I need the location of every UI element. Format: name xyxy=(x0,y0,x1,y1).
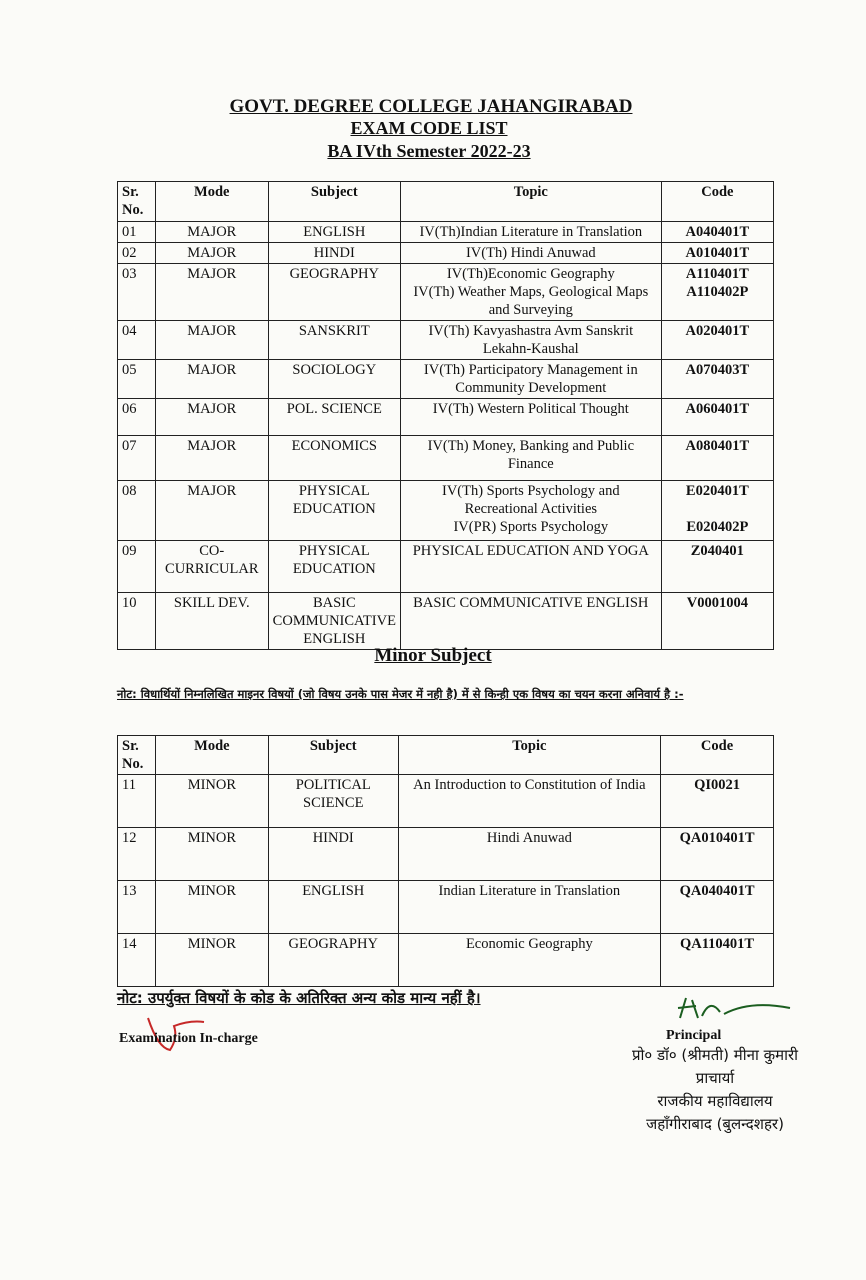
subject-cell: ENGLISH xyxy=(268,881,398,934)
minor-exam-code-table xyxy=(117,735,774,987)
column-header: Code xyxy=(661,182,773,222)
code-cell: A060401T xyxy=(661,399,773,436)
serial-cell: 10 xyxy=(118,593,156,650)
mode-cell: SKILL DEV. xyxy=(155,593,268,650)
subject-cell: PHYSICAL EDUCATION xyxy=(268,481,400,541)
code-cell: A010401T xyxy=(661,243,773,264)
topic-cell: IV(Th) Money, Banking and Public Finance xyxy=(400,436,661,481)
code-cell: A040401T xyxy=(661,222,773,243)
mode-cell: MINOR xyxy=(155,881,268,934)
code-cell: A020401T xyxy=(661,321,773,360)
subject-cell: GEOGRAPHY xyxy=(268,264,400,321)
table-row xyxy=(118,321,774,360)
subject-cell: SANSKRIT xyxy=(268,321,400,360)
table-row xyxy=(118,436,774,481)
topic-cell: IV(Th) Hindi Anuwad xyxy=(400,243,661,264)
topic-cell: Indian Literature in Translation xyxy=(398,881,660,934)
table-row xyxy=(118,243,774,264)
serial-cell: 06 xyxy=(118,399,156,436)
mode-cell: CO-CURRICULAR xyxy=(155,541,268,593)
code-cell: V0001004 xyxy=(661,593,773,650)
subject-cell: HINDI xyxy=(268,828,398,881)
subject-cell: ENGLISH xyxy=(268,222,400,243)
major-exam-code-table xyxy=(117,181,774,650)
serial-cell: 07 xyxy=(118,436,156,481)
examination-incharge-label: Examination In-charge xyxy=(119,1031,258,1046)
topic-cell: IV(Th) Participatory Management in Community Development xyxy=(400,360,661,399)
table-row xyxy=(118,828,774,881)
column-header: Topic xyxy=(398,736,660,775)
code-cell: QA040401T xyxy=(661,881,774,934)
serial-cell: 02 xyxy=(118,243,156,264)
topic-cell: Economic Geography xyxy=(398,934,660,987)
serial-cell: 08 xyxy=(118,481,156,541)
table-row xyxy=(118,541,774,593)
topic-cell: IV(Th)Economic Geography IV(Th) Weather Maps, Geological Maps and Surveying xyxy=(400,264,661,321)
topic-cell: IV(Th) Western Political Thought xyxy=(400,399,661,436)
mode-cell: MAJOR xyxy=(155,222,268,243)
column-header: Mode xyxy=(155,736,268,775)
code-cell: A070403T xyxy=(661,360,773,399)
subject-cell: POL. SCIENCE xyxy=(268,399,400,436)
code-cell: E020401T E020402P xyxy=(661,481,773,541)
code-validity-note: नोट: उपर्युक्त विषयों के कोड के अतिरिक्त अन्य कोड मान्य नहीं है। xyxy=(117,989,481,1007)
stamp-institution: राजकीय महाविद्यालय xyxy=(657,1092,773,1110)
mode-cell: MINOR xyxy=(155,775,268,828)
table-row xyxy=(118,775,774,828)
code-cell: Z040401 xyxy=(661,541,773,593)
semester-title: BA IVth Semester 2022-23 xyxy=(327,141,531,161)
list-title: EXAM CODE LIST xyxy=(350,118,508,138)
code-cell: QA110401T xyxy=(661,934,774,987)
subject-cell: POLITICAL SCIENCE xyxy=(268,775,398,828)
stamp-designation: प्राचार्या xyxy=(695,1069,735,1087)
serial-cell: 05 xyxy=(118,360,156,399)
serial-cell: 14 xyxy=(118,934,156,987)
code-cell: A110401T A110402P xyxy=(661,264,773,321)
mode-cell: MAJOR xyxy=(155,360,268,399)
column-header: Sr. No. xyxy=(118,182,156,222)
serial-cell: 12 xyxy=(118,828,156,881)
minor-subject-title: Minor Subject xyxy=(374,645,492,666)
topic-cell: IV(Th)Indian Literature in Translation xyxy=(400,222,661,243)
table-row xyxy=(118,593,774,650)
mode-cell: MAJOR xyxy=(155,321,268,360)
column-header: Subject xyxy=(268,182,400,222)
topic-cell: PHYSICAL EDUCATION AND YOGA xyxy=(400,541,661,593)
stamp-location: जहाँगीराबाद (बुलन्दशहर) xyxy=(646,1115,784,1133)
mode-cell: MINOR xyxy=(155,828,268,881)
column-header: Subject xyxy=(268,736,398,775)
code-cell: QI0021 xyxy=(661,775,774,828)
column-header: Code xyxy=(661,736,774,775)
subject-cell: BASIC COMMUNICATIVE ENGLISH xyxy=(268,593,400,650)
column-header: Sr. No. xyxy=(118,736,156,775)
table-row xyxy=(118,399,774,436)
mode-cell: MAJOR xyxy=(155,481,268,541)
subject-cell: SOCIOLOGY xyxy=(268,360,400,399)
serial-cell: 04 xyxy=(118,321,156,360)
serial-cell: 13 xyxy=(118,881,156,934)
subject-cell: PHYSICAL EDUCATION xyxy=(268,541,400,593)
mode-cell: MINOR xyxy=(155,934,268,987)
topic-cell: An Introduction to Constitution of India xyxy=(398,775,660,828)
serial-cell: 11 xyxy=(118,775,156,828)
minor-selection-note: नोट: विधार्थियों निम्नलिखित माइनर विषयों (जो विषय उनके पास मेजर में नही है) में से किन्ही एक विषय का चयन करना अनिवार्य है :- xyxy=(117,687,684,701)
serial-cell: 01 xyxy=(118,222,156,243)
mode-cell: MAJOR xyxy=(155,243,268,264)
table-row xyxy=(118,481,774,541)
subject-cell: ECONOMICS xyxy=(268,436,400,481)
table-row xyxy=(118,264,774,321)
code-cell: A080401T xyxy=(661,436,773,481)
mode-cell: MAJOR xyxy=(155,436,268,481)
topic-cell: BASIC COMMUNICATIVE ENGLISH xyxy=(400,593,661,650)
mode-cell: MAJOR xyxy=(155,264,268,321)
serial-cell: 03 xyxy=(118,264,156,321)
principal-signature xyxy=(670,990,800,1030)
principal-label: Principal xyxy=(666,1028,722,1043)
topic-cell: Hindi Anuwad xyxy=(398,828,660,881)
serial-cell: 09 xyxy=(118,541,156,593)
table-row xyxy=(118,222,774,243)
code-cell: QA010401T xyxy=(661,828,774,881)
column-header: Topic xyxy=(400,182,661,222)
stamp-name: प्रो० डॉ० (श्रीमती) मीना कुमारी xyxy=(631,1046,799,1064)
table-row xyxy=(118,360,774,399)
topic-cell: IV(Th) Kavyashastra Avm Sanskrit Lekahn-Kaushal xyxy=(400,321,661,360)
table-row xyxy=(118,934,774,987)
principal-stamp xyxy=(600,1044,830,1136)
subject-cell: GEOGRAPHY xyxy=(268,934,398,987)
mode-cell: MAJOR xyxy=(155,399,268,436)
topic-cell: IV(Th) Sports Psychology and Recreational Activities IV(PR) Sports Psychology xyxy=(400,481,661,541)
table-row xyxy=(118,881,774,934)
column-header: Mode xyxy=(155,182,268,222)
college-name: GOVT. DEGREE COLLEGE JAHANGIRABAD xyxy=(229,96,633,117)
subject-cell: HINDI xyxy=(268,243,400,264)
